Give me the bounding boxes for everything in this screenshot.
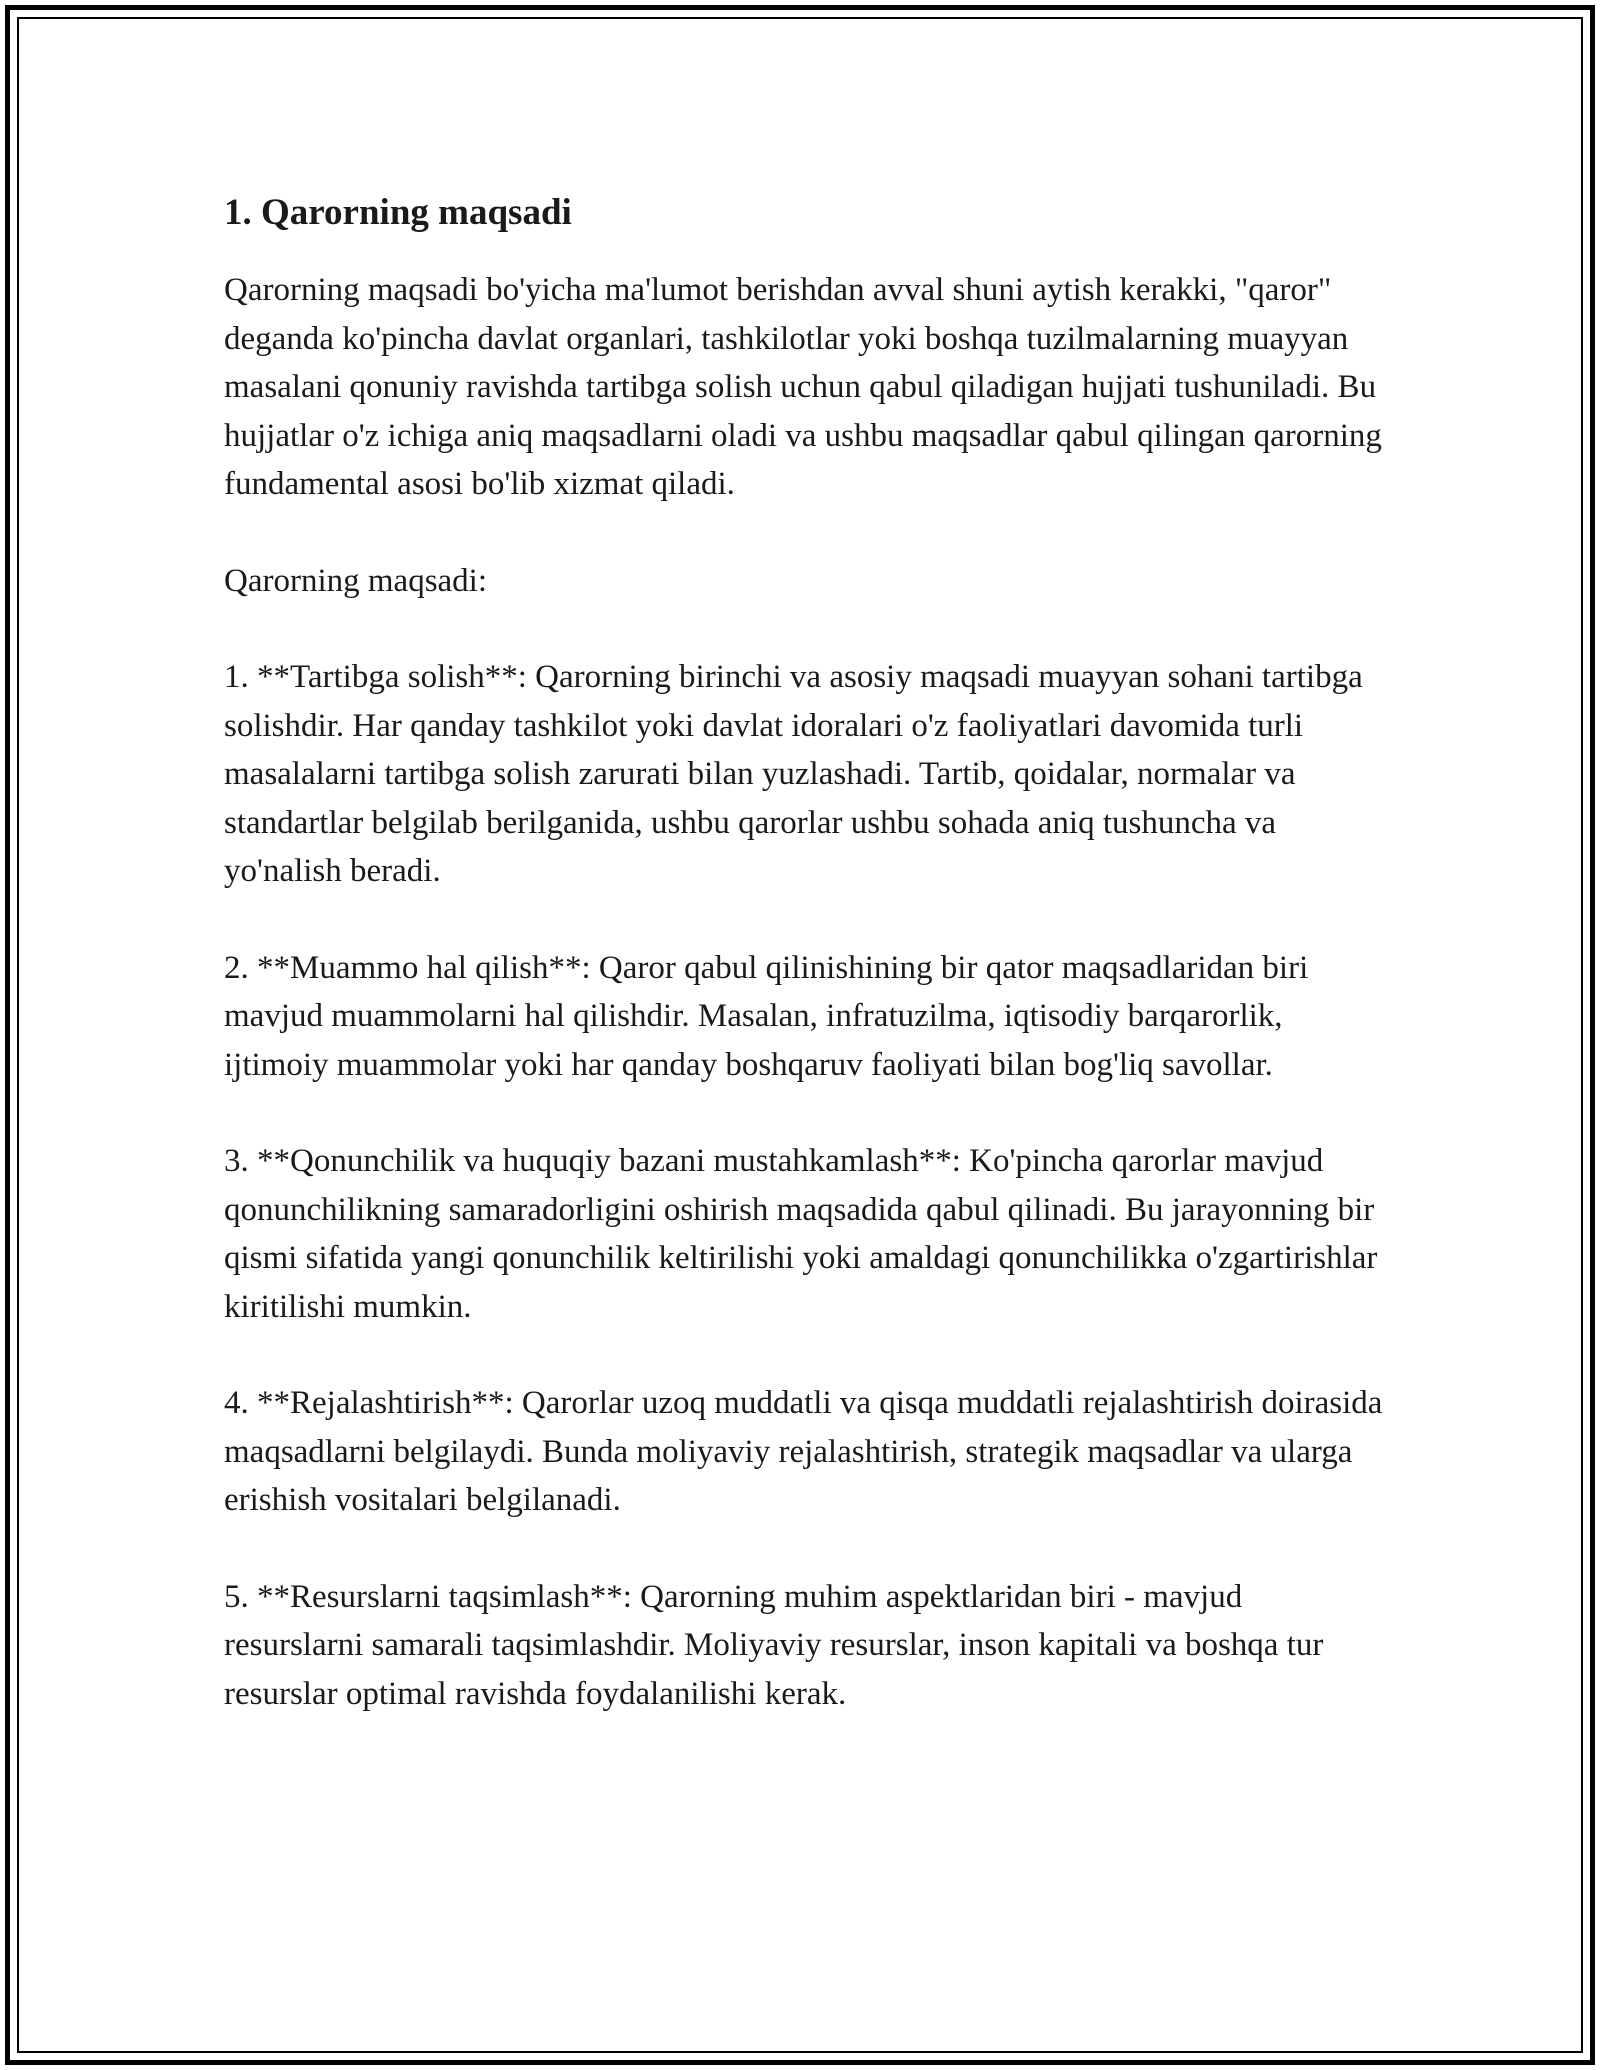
section-heading: 1. Qarorning maqsadi <box>224 192 572 233</box>
list-item: 5. **Resurslarni taqsimlash**: Qarorning muhim aspektlaridan biri - mavjud resurslarni samarali taqsimlashdir. Moliyaviy resurslar, inson kapitali va boshqa tur resurslar optimal ravishda foydalanilishi kerak. <box>224 1578 1324 1712</box>
list-item: 3. **Qonunchilik va huquqiy bazani mustahkamlash**: Ko'pincha qarorlar mavjud qonunchilikning samaradorligini oshirish maqsadida qabul qilinadi. Bu jarayonning bir qismi sifatida yangi qonunchilik keltirilishi yoki amaldagi qonunchilikka o'zgartirishlar kiritilishi mumkin. <box>224 1143 1378 1325</box>
list-intro: Qarorning maqsadi: <box>224 562 488 599</box>
document-body <box>224 184 1384 1766</box>
list-item: 4. **Rejalashtirish**: Qarorlar uzoq muddatli va qisqa muddatli rejalashtirish doirasida maqsadlarni belgilaydi. Bunda moliyaviy rejalashtirish, strategik maqsadlar va ularga erishish vositalari belgilanadi. <box>224 1385 1383 1518</box>
intro-paragraph: Qarorning maqsadi bo'yicha ma'lumot berishdan avval shuni aytish kerakki, "qaror" deganda ko'pincha davlat organlari, tashkilotlar yoki boshqa tuzilmalarning muayyan masalani qonuniy ravishda tartibga solish uchun qabul qiladigan hujjati tushuniladi. Bu hujjatlar o'z ichiga aniq maqsadlarni oladi va ushbu maqsadlar qabul qilingan qarorning fundamental asosi bo'lib xizmat qiladi. <box>224 272 1382 502</box>
list-item: 1. **Tartibga solish**: Qarorning birinchi va asosiy maqsadi muayyan sohani tartibga solishdir. Har qanday tashkilot yoki davlat idoralari o'z faoliyatlari davomida turli masalalarni tartibga solish zarurati bilan yuzlashadi. Tartib, qoidalar, normalar va standartlar belgilab berilganida, ushbu qarorlar ushbu sohada aniq tushuncha va yo'nalish beradi. <box>224 659 1363 889</box>
list-item: 2. **Muammo hal qilish**: Qaror qabul qilinishining bir qator maqsadlaridan biri mavjud muammolarni hal qilishdir. Masalan, infratuzilma, iqtisodiy barqarorlik, ijtimoiy muammolar yoki har qanday boshqaruv faoliyati bilan bog'liq savollar. <box>224 949 1309 1083</box>
